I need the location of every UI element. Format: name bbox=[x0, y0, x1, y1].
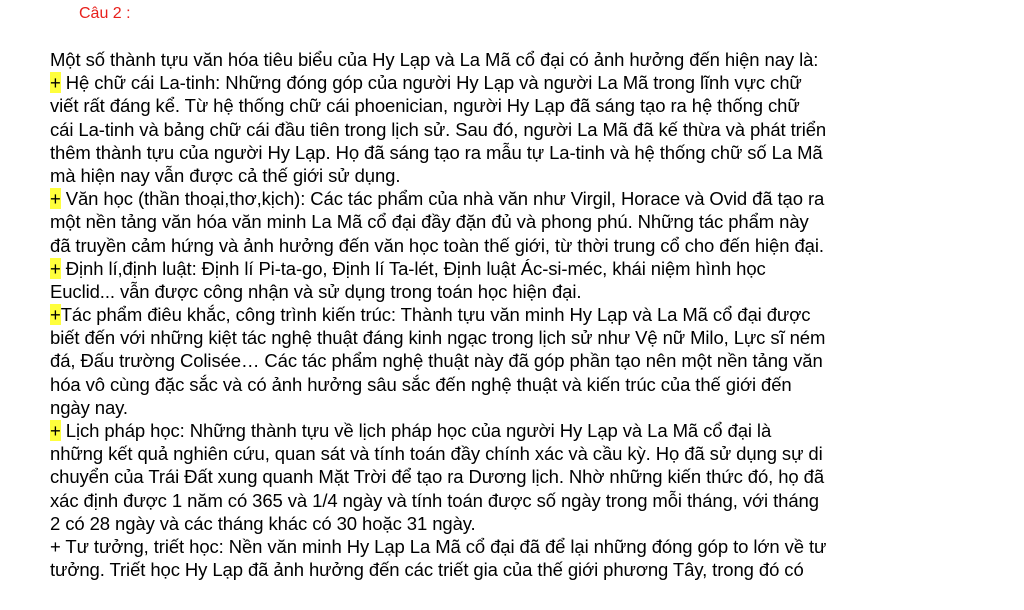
text-line bbox=[50, 94, 950, 117]
text-line bbox=[50, 187, 950, 210]
text-line bbox=[50, 141, 950, 164]
line-text: tưởng. Triết học Hy Lạp đã ảnh hưởng đến các triết gia của thế giới phương Tây, trong đó có bbox=[50, 559, 804, 581]
line-text: Euclid... vẫn được công nhận và sử dụng trong toán học hiện đại. bbox=[50, 280, 582, 302]
text-line bbox=[50, 419, 950, 442]
text-line bbox=[50, 48, 950, 71]
text-line bbox=[50, 303, 950, 326]
line-text: Văn học (thần thoại,thơ,kịch): Các tác phẩm của nhà văn như Virgil, Horace và Ovid đã tạo ra bbox=[60, 188, 825, 210]
text-line bbox=[50, 164, 950, 187]
line-text: một nền tảng văn hóa văn minh La Mã cổ đại đầy đặn đủ và phong phú. Những tác phẩm này bbox=[50, 211, 809, 233]
line-text: đã truyền cảm hứng và ảnh hưởng đến văn học toàn thế giới, từ thời trung cổ cho đến hiện đại. bbox=[50, 234, 824, 256]
line-text: viết rất đáng kể. Từ hệ thống chữ cái phoenician, người Hy Lạp đã sáng tạo ra hệ thống chữ bbox=[50, 95, 800, 117]
text-line bbox=[50, 280, 950, 303]
highlighted-bullet-marker: + bbox=[50, 188, 61, 210]
line-text: Lịch pháp học: Những thành tựu về lịch pháp học của người Hy Lạp và La Mã cổ đại là bbox=[60, 420, 772, 441]
text-line bbox=[50, 465, 950, 488]
text-line bbox=[50, 373, 950, 396]
line-text: cái La-tinh và bảng chữ cái đầu tiên trong lịch sử. Sau đó, người La Mã đã kế thừa và phát triển bbox=[50, 118, 827, 140]
document-body bbox=[50, 48, 950, 581]
line-text: Hệ chữ cái La-tinh: Những đóng góp của người Hy Lạp và người La Mã trong lĩnh vực chữ bbox=[60, 72, 802, 94]
text-line bbox=[50, 396, 950, 419]
text-line bbox=[50, 512, 950, 535]
line-text: Tác phẩm điêu khắc, công trình kiến trúc: Thành tựu văn minh Hy Lạp và La Mã cổ đại được bbox=[60, 304, 811, 326]
text-line bbox=[50, 535, 950, 558]
text-line bbox=[50, 326, 950, 349]
line-text: xác định được 1 năm có 365 và 1/4 ngày và tính toán được số ngày trong mỗi tháng, với tháng bbox=[50, 489, 819, 511]
text-line bbox=[50, 118, 950, 141]
text-line bbox=[50, 558, 950, 581]
line-text: hóa vô cùng đặc sắc và có ảnh hưởng sâu sắc đến nghệ thuật và kiến trúc của thế giới đến bbox=[50, 373, 792, 395]
line-text: 2 có 28 ngày và các tháng khác có 30 hoặc 31 ngày. bbox=[50, 512, 476, 534]
line-text: mà hiện nay vẫn được cả thế giới sử dụng. bbox=[50, 164, 401, 186]
text-line bbox=[50, 349, 950, 372]
text-line bbox=[50, 257, 950, 280]
line-text: những kết quả nghiên cứu, quan sát và tính toán đầy chính xác và cầu kỳ. Họ đã sử dụng sự di bbox=[50, 443, 823, 465]
line-text: thêm thành tựu của người Hy Lạp. Họ đã sáng tạo ra mẫu tự La-tinh và hệ thống chữ số La Mã bbox=[50, 141, 823, 163]
line-text: đá, Đấu trường Colisée… Các tác phẩm nghệ thuật này đã góp phần tạo nên một nền tảng văn bbox=[50, 350, 823, 372]
line-text: Một số thành tựu văn hóa tiêu biểu của Hy Lạp và La Mã cổ đại có ảnh hưởng đến hiện nay là: bbox=[50, 49, 819, 70]
question-heading: Câu 2 : bbox=[79, 5, 131, 22]
text-line bbox=[50, 234, 950, 257]
text-line bbox=[50, 489, 950, 512]
text-line bbox=[50, 210, 950, 233]
line-text: chuyển của Trái Đất xung quanh Mặt Trời để tạo ra Dương lịch. Nhờ những kiến thức đó, họ đã bbox=[50, 466, 825, 488]
line-text: ngày nay. bbox=[50, 396, 128, 418]
line-text: biết đến với những kiệt tác nghệ thuật đáng kinh ngạc trong lịch sử như Vệ nữ Milo, Lực sĩ ném bbox=[50, 327, 826, 349]
highlighted-bullet-marker: + bbox=[50, 420, 61, 441]
line-text: Định lí,định luật: Định lí Pi-ta-go, Định lí Ta-lét, Định luật Ác-si-méc, khái niệm hình học bbox=[60, 257, 766, 279]
line-text: + Tư tưởng, triết học: Nền văn minh Hy Lạp La Mã cổ đại đã để lại những đóng góp to lớn về tư bbox=[50, 535, 827, 557]
highlighted-bullet-marker: + bbox=[50, 72, 61, 94]
highlighted-bullet-marker: + bbox=[50, 257, 61, 279]
text-line bbox=[50, 71, 950, 94]
text-line bbox=[50, 442, 950, 465]
highlighted-bullet-marker: + bbox=[50, 304, 61, 326]
